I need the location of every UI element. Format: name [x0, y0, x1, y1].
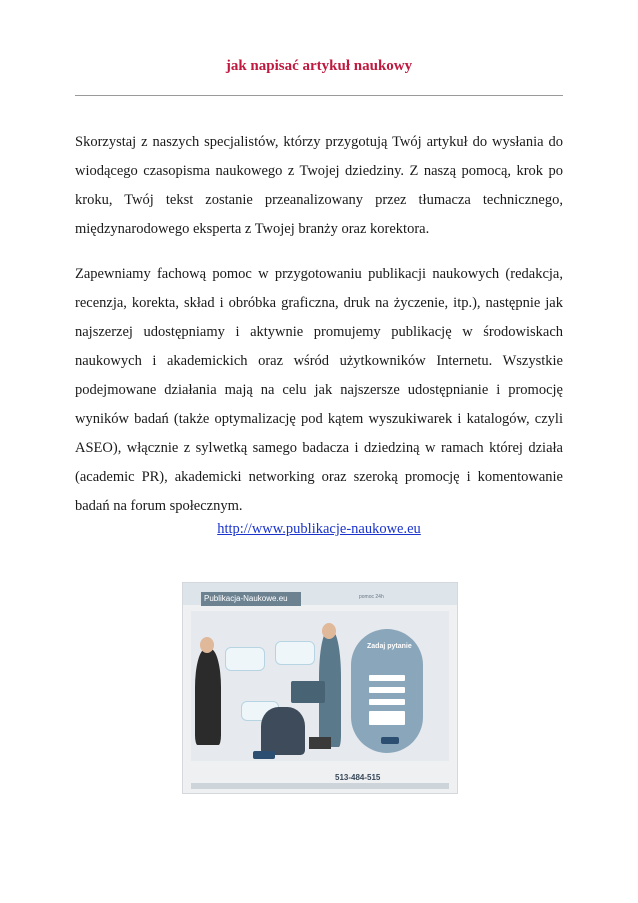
graduate-head [200, 637, 214, 653]
panel-field [369, 675, 405, 681]
question-panel [351, 629, 423, 753]
woman-head [322, 623, 336, 639]
center-label [291, 681, 325, 703]
banner-logo: Publikacja-Naukowe.eu [201, 592, 301, 606]
speech-bubble [225, 647, 265, 671]
website-link-line [0, 521, 638, 538]
panel-field [369, 711, 405, 725]
panel-title: Zadaj pytanie [367, 643, 412, 650]
document-title: jak napisać artykuł naukowy [225, 58, 413, 74]
panel-field [369, 687, 405, 693]
intro-paragraph: Skorzystaj z naszych specjalistów, którzy przygotują Twój artykuł do wysłania do wiodącego czasopisma naukowego z Twojej dziedziny. Z naszą pomocą, krok po kroku, Twój tekst zostanie przeanalizowany przez tłumacza technicznego, międzynarodowego eksperta z Twojej branży oraz korektora. [75, 134, 563, 237]
panel-field [369, 699, 405, 705]
laptop-image [309, 737, 331, 749]
send-button [381, 737, 399, 744]
speech-bubble [275, 641, 315, 665]
header-divider [75, 95, 563, 96]
seated-man-figure [261, 707, 305, 755]
banner-phone: 513-484-515 [335, 773, 381, 782]
graduate-figure [195, 649, 221, 745]
website-link[interactable]: http://www.publikacje-naukowe.eu [217, 521, 421, 537]
services-paragraph: Zapewniamy fachową pomoc w przygotowaniu publikacji naukowych (redakcja, recenzja, korekta, skład i obróbka graficzna, druk na życzenie, itp.), następnie jak najszerzej udostępniamy i aktywnie promujemy publikację w środowiskach naukowych i akademickich oraz wśród użytkowników Internetu. Wszystkie podejmowane działania mają na celu jak najszersze udostępnianie i promocję wyników badań (także optymalizację pod kątem wyszukiwarek i katalogów, czyli ASEO), włącznie z sylwetką samego badacza i dziedziną w ramach której działa (academic PR), akademicki networking oraz szeroką promocję i komentowanie badań na forum społecznym. [75, 266, 563, 514]
banner-tagline: pomoc 24h [359, 594, 384, 600]
banner-footer [191, 783, 449, 789]
banner-scene [191, 611, 449, 761]
more-button [253, 751, 275, 759]
banner-image [182, 582, 458, 794]
